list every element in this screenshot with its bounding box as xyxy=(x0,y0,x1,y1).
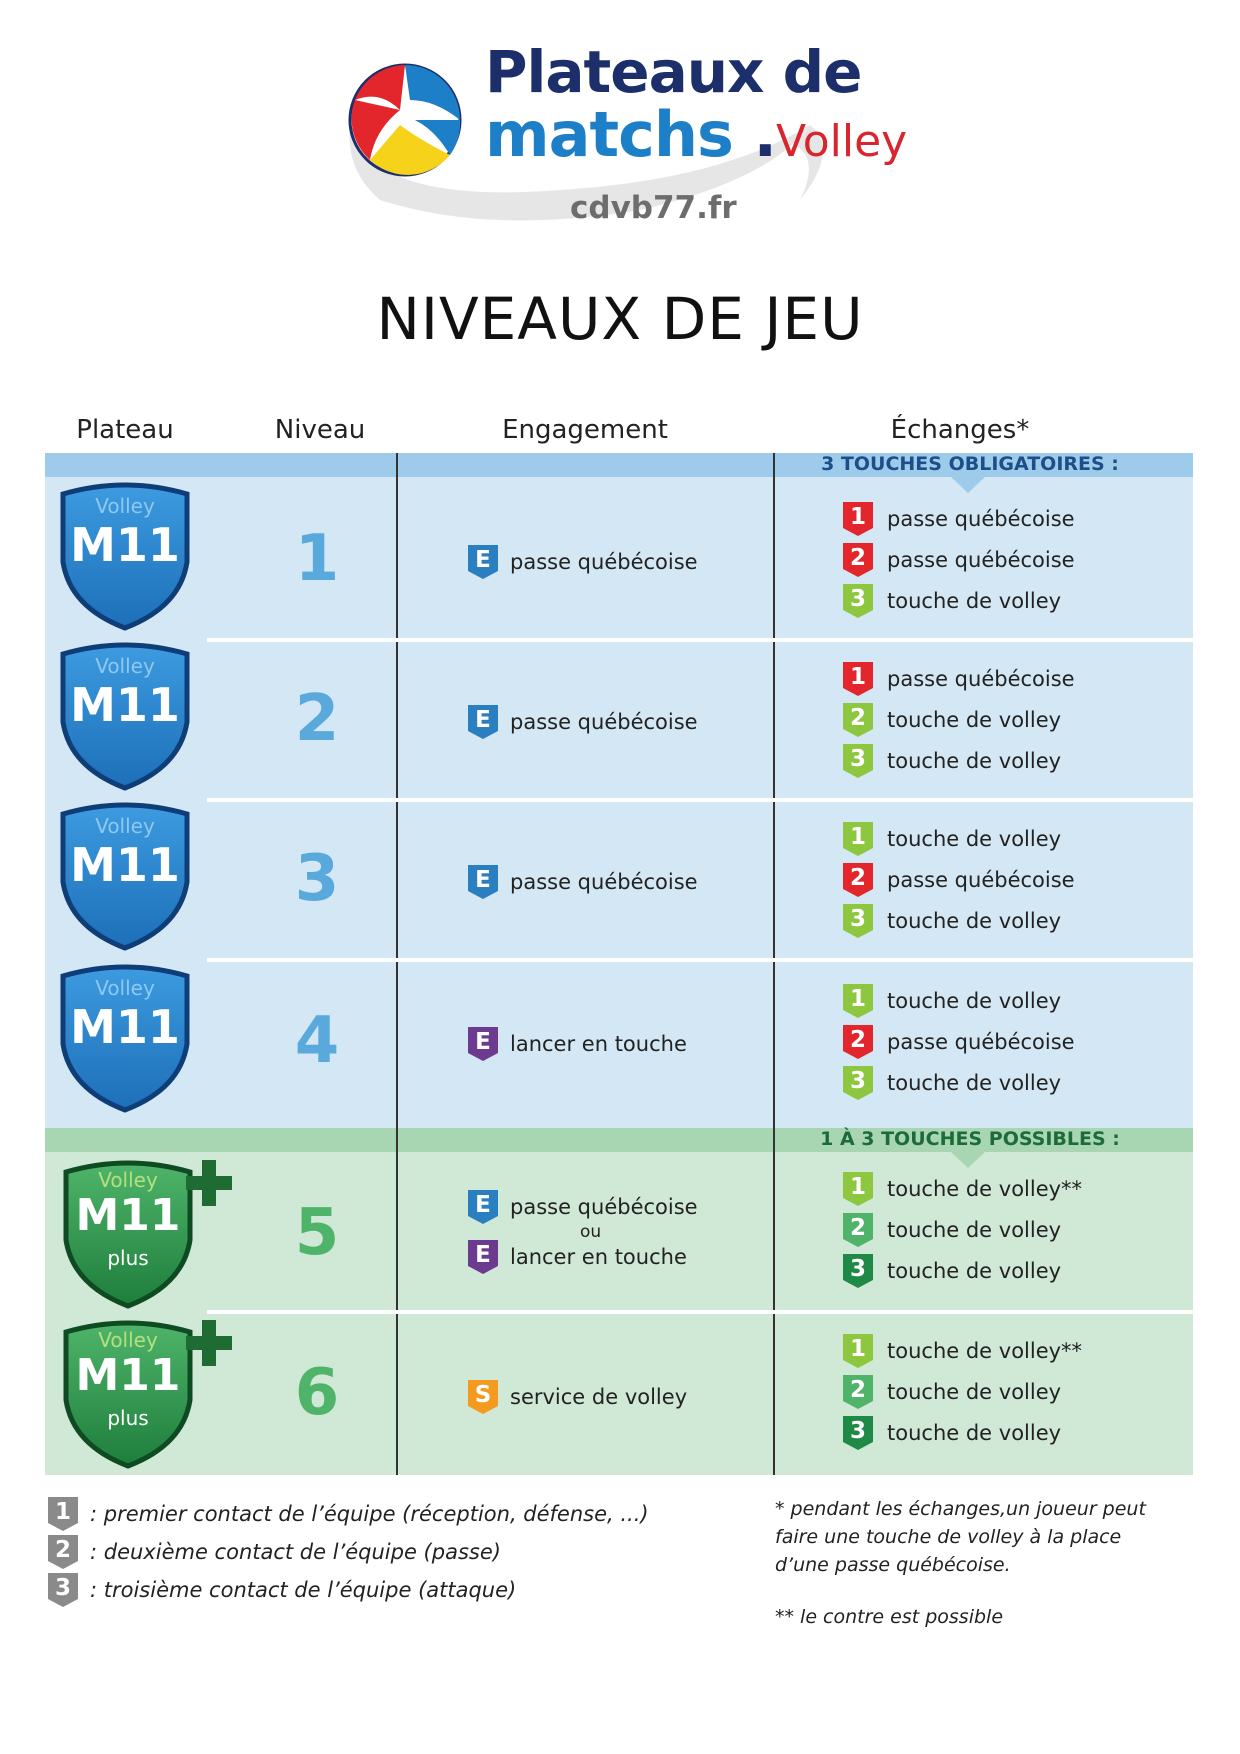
echange-item: 1 passe québécoise xyxy=(843,658,1075,699)
niveau-number: 2 xyxy=(294,682,340,756)
shield-main-label: M11 xyxy=(70,1000,180,1054)
echanges-list xyxy=(843,980,1075,1103)
header-engagement: Engagement xyxy=(502,415,668,445)
niveau-number: 6 xyxy=(294,1356,340,1430)
logo-volley: Volley xyxy=(776,116,908,167)
echanges-list xyxy=(843,818,1075,941)
plateau-shield-m11-plus xyxy=(58,1160,233,1310)
header-echanges: Échanges* xyxy=(890,415,1030,445)
plateau-shield-m11 xyxy=(55,964,195,1118)
touch-2-icon: 2 xyxy=(843,863,873,897)
divider-vertical xyxy=(396,453,398,1475)
shield-plus-label: plus xyxy=(107,1246,149,1270)
niveau-number: 1 xyxy=(294,522,340,596)
section-green-label: 1 À 3 TOUCHES POSSIBLES : xyxy=(820,1128,1120,1150)
echange-item: 3 touche de volley xyxy=(843,580,1075,621)
engagement-e-icon: E xyxy=(468,545,498,579)
echanges-list xyxy=(843,658,1075,781)
touch-2-icon: 2 xyxy=(843,1213,873,1247)
shield-plus-label: plus xyxy=(107,1406,149,1430)
plateau-shield-m11 xyxy=(55,482,195,636)
echanges-list xyxy=(843,1330,1082,1453)
touch-1-icon: 1 xyxy=(843,662,873,696)
touch-3-icon: 3 xyxy=(843,584,873,618)
engagement-or: ou xyxy=(580,1222,602,1242)
engagement-item: E passe québécoise xyxy=(468,705,698,739)
touch-3-icon: 3 xyxy=(843,1416,873,1450)
divider-vertical xyxy=(773,453,775,1475)
logo-site: cdvb77.fr xyxy=(570,190,737,226)
logo-matchs: matchs xyxy=(485,98,733,171)
touch-1-icon: 1 xyxy=(843,822,873,856)
shield-main-label: M11 xyxy=(70,518,180,572)
engagement-e-icon: E xyxy=(468,865,498,899)
echange-item: 2 touche de volley xyxy=(843,1209,1082,1250)
plateau-shield-m11 xyxy=(55,642,195,796)
touch-1-icon: 1 xyxy=(843,502,873,536)
niveau-number: 5 xyxy=(294,1196,340,1270)
section-blue-arrow xyxy=(951,477,985,493)
engagement-e-icon: E xyxy=(468,1027,498,1061)
echanges-list xyxy=(843,1168,1082,1291)
touch-3-icon: 3 xyxy=(843,1254,873,1288)
logo xyxy=(340,30,920,240)
engagement-s-icon: S xyxy=(468,1380,498,1414)
logo-line1: Plateaux de xyxy=(485,38,862,106)
shield-main-label: M11 xyxy=(75,1190,181,1241)
legend-item: 1 : premier contact de l’équipe (réception, défense, ...) xyxy=(48,1495,649,1533)
header-niveau: Niveau xyxy=(274,415,366,445)
echange-item: 2 passe québécoise xyxy=(843,859,1075,900)
engagement-e-icon: E xyxy=(468,705,498,739)
touch-1-icon: 1 xyxy=(843,1172,873,1206)
shield-top-label: Volley xyxy=(98,1328,158,1352)
engagement-item: E lancer en touche xyxy=(468,1027,687,1061)
shield-top-label: Volley xyxy=(98,1168,158,1192)
engagement-e-icon: E xyxy=(468,1240,498,1274)
shield-top-label: Volley xyxy=(95,494,155,518)
legend-item: 2 : deuxième contact de l’équipe (passe) xyxy=(48,1533,649,1571)
echange-item: 2 passe québécoise xyxy=(843,539,1075,580)
plateau-shield-m11-plus xyxy=(58,1320,233,1470)
logo-line2 xyxy=(485,98,907,171)
shield-main-label: M11 xyxy=(75,1350,181,1401)
touch-2-icon: 2 xyxy=(843,1025,873,1059)
echange-item: 1 touche de volley** xyxy=(843,1168,1082,1209)
echange-item: 2 touche de volley xyxy=(843,1371,1082,1412)
row-separator xyxy=(207,638,1193,642)
engagement-item: E passe québécoise xyxy=(468,1190,698,1224)
touch-2-icon: 2 xyxy=(843,703,873,737)
echange-item: 3 touche de volley xyxy=(843,1062,1075,1103)
echange-item: 3 touche de volley xyxy=(843,1412,1082,1453)
echange-item: 2 touche de volley xyxy=(843,699,1075,740)
echange-item: 1 touche de volley xyxy=(843,818,1075,859)
echange-item: 1 passe québécoise xyxy=(843,498,1075,539)
section-blue-label: 3 TOUCHES OBLIGATOIRES : xyxy=(821,453,1119,475)
echange-item: 2 passe québécoise xyxy=(843,1021,1075,1062)
touch-2-icon: 2 xyxy=(843,543,873,577)
header-plateau: Plateau xyxy=(76,415,174,445)
row-separator xyxy=(207,798,1193,802)
touch-3-icon: 3 xyxy=(843,904,873,938)
section-green-arrow xyxy=(951,1152,985,1168)
echange-item: 3 touche de volley xyxy=(843,1250,1082,1291)
engagement-item: E passe québécoise xyxy=(468,865,698,899)
shield-main-label: M11 xyxy=(70,838,180,892)
touch-1-icon: 1 xyxy=(843,1334,873,1368)
echange-item: 3 touche de volley xyxy=(843,900,1075,941)
legend-1-icon: 1 xyxy=(48,1497,78,1531)
row-separator xyxy=(207,1310,1193,1314)
note-star: * pendant les échanges,un joueur peut faire une touche de volley à la place d’une passe québécoise. xyxy=(775,1498,1146,1576)
row-separator xyxy=(207,958,1193,962)
logo-dot: . xyxy=(753,98,777,171)
engagement-item: E passe québécoise xyxy=(468,545,698,579)
echange-item: 3 touche de volley xyxy=(843,740,1075,781)
shield-top-label: Volley xyxy=(95,814,155,838)
engagement-item: S service de volley xyxy=(468,1380,687,1414)
legend-item: 3 : troisième contact de l’équipe (attaque) xyxy=(48,1571,649,1609)
echange-item: 1 touche de volley** xyxy=(843,1330,1082,1371)
echange-item: 1 touche de volley xyxy=(843,980,1075,1021)
legend-2-icon: 2 xyxy=(48,1535,78,1569)
shield-top-label: Volley xyxy=(95,976,155,1000)
touch-3-icon: 3 xyxy=(843,1066,873,1100)
page-title: NIVEAUX DE JEU xyxy=(376,285,864,353)
note-double-star: ** le contre est possible xyxy=(775,1606,1004,1628)
touch-2-icon: 2 xyxy=(843,1375,873,1409)
touch-1-icon: 1 xyxy=(843,984,873,1018)
engagement-item: E lancer en touche xyxy=(468,1240,687,1274)
legend xyxy=(48,1495,649,1609)
plateau-shield-m11 xyxy=(55,802,195,956)
shield-main-label: M11 xyxy=(70,678,180,732)
engagement-e-icon: E xyxy=(468,1190,498,1224)
niveau-number: 3 xyxy=(294,842,340,916)
echanges-list xyxy=(843,498,1075,621)
legend-3-icon: 3 xyxy=(48,1573,78,1607)
touch-3-icon: 3 xyxy=(843,744,873,778)
shield-top-label: Volley xyxy=(95,654,155,678)
niveau-number: 4 xyxy=(294,1004,340,1078)
